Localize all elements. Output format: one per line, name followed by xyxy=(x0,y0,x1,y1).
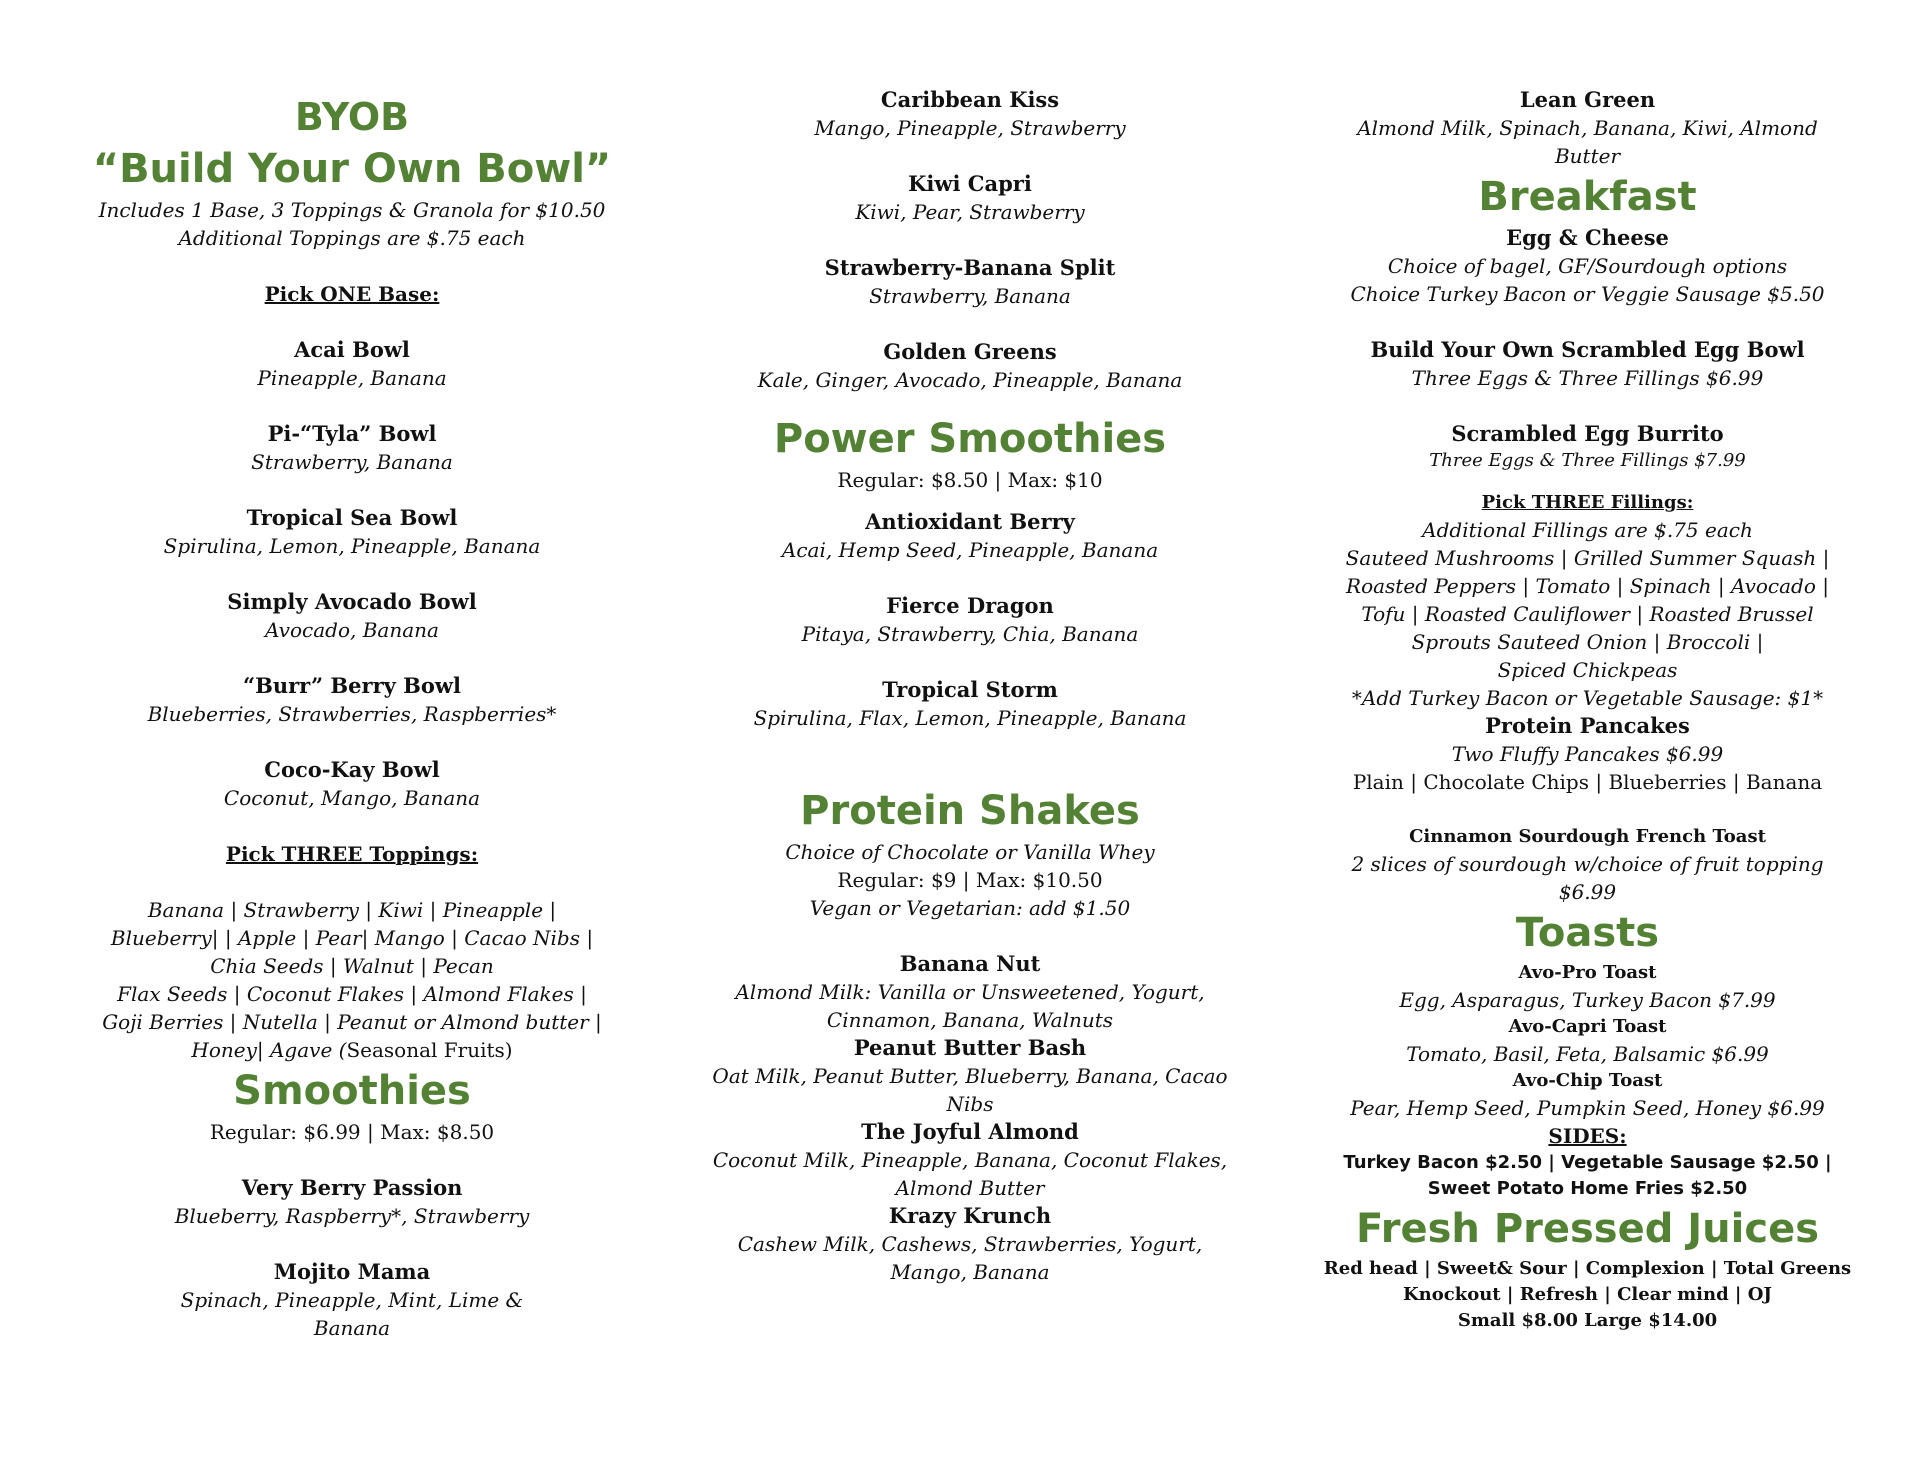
item-name: Peanut Butter Bash xyxy=(853,1035,1087,1060)
menu-item xyxy=(80,504,624,560)
menu-item xyxy=(690,1118,1250,1202)
item-desc: Strawberry, Banana xyxy=(869,284,1071,308)
byob-subtitle: “Build Your Own Bowl” xyxy=(92,146,612,192)
item-desc: Coconut, Mango, Banana xyxy=(223,786,481,810)
item-name: Cinnamon Sourdough French Toast xyxy=(1409,826,1766,847)
item-name: Very Berry Passion xyxy=(241,1175,463,1200)
sides-line: Turkey Bacon $2.50 | Vegetable Sausage $2.50 | xyxy=(1343,1152,1832,1173)
item-desc: Oat Milk, Peanut Butter, Blueberry, Banana, Cacao Nibs xyxy=(712,1064,1228,1116)
item-desc: Three Eggs & Three Fillings $6.99 xyxy=(1411,366,1764,390)
menu-item xyxy=(690,254,1250,310)
item-desc: Pear, Hemp Seed, Pumpkin Seed, Honey $6.99 xyxy=(1350,1096,1825,1120)
juices-title: Fresh Pressed Juices xyxy=(1355,1206,1820,1252)
column-middle xyxy=(690,86,1250,1286)
item-desc: Coconut Milk, Pineapple, Banana, Coconut Flakes, Almond Butter xyxy=(712,1148,1228,1200)
toppings-line-last xyxy=(80,1036,624,1064)
menu-item xyxy=(690,950,1250,1034)
toppings-line: Banana | Strawberry | Kiwi | Pineapple | xyxy=(147,898,557,922)
item-desc: Acai, Hemp Seed, Pineapple, Banana xyxy=(781,538,1159,562)
item-name: Fierce Dragon xyxy=(886,593,1054,618)
sides-heading: SIDES: xyxy=(1548,1124,1627,1148)
item-desc: Choice Turkey Bacon or Veggie Sausage $5.50 xyxy=(1350,282,1825,306)
item-name: Build Your Own Scrambled Egg Bowl xyxy=(1370,337,1805,362)
item-name: Krazy Krunch xyxy=(888,1203,1052,1228)
menu-item xyxy=(80,1174,624,1230)
breakfast-title: Breakfast xyxy=(1478,174,1697,220)
toasts-title: Toasts xyxy=(1515,910,1660,956)
fillings-line: Tofu | Roasted Cauliflower | Roasted Brussel xyxy=(1361,602,1814,626)
power-smoothies-title: Power Smoothies xyxy=(773,416,1167,462)
toppings-line: Flax Seeds | Coconut Flakes | Almond Flakes | xyxy=(117,982,587,1006)
toppings-line: Blueberry| | Apple | Pear| Mango | Cacao Nibs | xyxy=(110,926,594,950)
item-desc: Two Fluffy Pancakes $6.99 xyxy=(1451,742,1724,766)
item-desc: Blueberry, Raspberry*, Strawberry xyxy=(174,1204,530,1228)
fillings-line: Sauteed Mushrooms | Grilled Summer Squash | xyxy=(1345,546,1830,570)
item-desc: Pitaya, Strawberry, Chia, Banana xyxy=(801,622,1139,646)
item-desc: Kale, Ginger, Avocado, Pineapple, Banana xyxy=(757,368,1183,392)
toppings-list xyxy=(80,896,624,1064)
item-desc: Blueberries, Strawberries, Raspberries* xyxy=(147,702,557,726)
item-desc: Spirulina, Lemon, Pineapple, Banana xyxy=(163,534,541,558)
item-desc: Kiwi, Pear, Strawberry xyxy=(855,200,1085,224)
menu-item xyxy=(80,420,624,476)
item-desc: Avocado, Banana xyxy=(265,618,439,642)
item-name: The Joyful Almond xyxy=(861,1119,1079,1144)
menu-item xyxy=(690,592,1250,648)
item-name: Lean Green xyxy=(1519,87,1656,112)
item-desc: Cashew Milk, Cashews, Strawberries, Yogurt, Mango, Banana xyxy=(737,1232,1203,1284)
pancake-options: Plain | Chocolate Chips | Blueberries | Banana xyxy=(1352,770,1823,794)
column-left xyxy=(80,86,624,1370)
item-name: Egg & Cheese xyxy=(1506,225,1669,250)
fillings-list xyxy=(1300,544,1875,712)
item-desc: Spinach, Pineapple, Mint, Lime & Banana xyxy=(180,1288,524,1340)
juices-price: Small $8.00 Large $14.00 xyxy=(1457,1310,1718,1331)
item-desc: Spirulina, Flax, Lemon, Pineapple, Banana xyxy=(753,706,1187,730)
menu-item xyxy=(690,338,1250,394)
item-name: Caribbean Kiss xyxy=(880,87,1060,112)
item-name: Tropical Sea Bowl xyxy=(246,505,458,530)
item-name: Golden Greens xyxy=(883,339,1057,364)
item-name: Tropical Storm xyxy=(882,677,1058,702)
toppings-line: Chia Seeds | Walnut | Pecan xyxy=(210,954,494,978)
shakes-price: Regular: $9 | Max: $10.50 xyxy=(837,868,1103,892)
item-desc: Pineapple, Banana xyxy=(257,366,447,390)
fillings-line: Spiced Chickpeas xyxy=(1497,658,1678,682)
toppings-last-plain: Seasonal Fruits) xyxy=(346,1038,513,1062)
item-desc: Almond Milk, Spinach, Banana, Kiwi, Almond Butter xyxy=(1357,116,1818,168)
menu-item xyxy=(690,86,1250,142)
smoothies-price: Regular: $6.99 | Max: $8.50 xyxy=(209,1120,495,1144)
byob-title: BYOB xyxy=(294,95,410,139)
item-desc: Strawberry, Banana xyxy=(251,450,453,474)
toppings-last-italic: Honey| Agave ( xyxy=(191,1038,347,1062)
fillings-addon-note: *Add Turkey Bacon or Vegetable Sausage: $1* xyxy=(1351,686,1824,710)
shakes-vegan: Vegan or Vegetarian: add $1.50 xyxy=(809,896,1131,920)
menu-item xyxy=(80,672,624,728)
fillings-line: Sprouts Sauteed Onion | Broccoli | xyxy=(1411,630,1764,654)
menu-item xyxy=(1300,86,1875,170)
menu-item xyxy=(80,336,624,392)
item-name: “Burr” Berry Bowl xyxy=(243,673,461,698)
item-desc: Three Eggs & Three Fillings $7.99 xyxy=(1429,450,1746,471)
item-name: Protein Pancakes xyxy=(1485,713,1690,738)
byob-includes: Includes 1 Base, 3 Toppings & Granola for $10.50 xyxy=(98,198,606,222)
item-name: Avo-Pro Toast xyxy=(1518,962,1657,983)
item-name: Coco-Kay Bowl xyxy=(264,757,440,782)
item-name: Acai Bowl xyxy=(294,337,410,362)
item-name: Simply Avocado Bowl xyxy=(227,589,477,614)
item-desc: 2 slices of sourdough w/choice of fruit topping $6.99 xyxy=(1351,852,1824,904)
item-desc: Egg, Asparagus, Turkey Bacon $7.99 xyxy=(1399,988,1776,1012)
toppings-line: Goji Berries | Nutella | Peanut or Almond butter | xyxy=(102,1010,602,1034)
menu-item xyxy=(80,588,624,644)
item-name: Kiwi Capri xyxy=(908,171,1032,196)
menu-item xyxy=(1300,420,1875,474)
item-name: Banana Nut xyxy=(899,951,1041,976)
pick-base-heading: Pick ONE Base: xyxy=(264,282,440,306)
item-name: Mojito Mama xyxy=(273,1259,431,1284)
juices-line: Red head | Sweet& Sour | Complexion | Total Greens xyxy=(1323,1258,1852,1279)
menu-item xyxy=(690,1034,1250,1118)
fillings-line: Roasted Peppers | Tomato | Spinach | Avocado | xyxy=(1346,574,1829,598)
power-smoothies-price: Regular: $8.50 | Max: $10 xyxy=(837,468,1103,492)
menu-item xyxy=(80,1258,624,1342)
menu-item xyxy=(690,676,1250,732)
menu-item xyxy=(690,1202,1250,1286)
column-right xyxy=(1300,86,1875,1334)
item-desc: Tomato, Basil, Feta, Balsamic $6.99 xyxy=(1406,1042,1769,1066)
protein-shakes-title: Protein Shakes xyxy=(800,788,1140,834)
item-name: Strawberry-Banana Split xyxy=(824,255,1116,280)
item-desc: Choice of bagel, GF/Sourdough options xyxy=(1387,254,1788,278)
menu-item xyxy=(1300,336,1875,392)
item-name: Avo-Capri Toast xyxy=(1508,1016,1667,1037)
item-name: Avo-Chip Toast xyxy=(1512,1070,1663,1091)
pick-fillings-heading: Pick THREE Fillings: xyxy=(1481,492,1694,513)
menu-item xyxy=(690,508,1250,564)
pick-toppings-heading: Pick THREE Toppings: xyxy=(225,842,479,866)
item-desc: Almond Milk: Vanilla or Unsweetened, Yogurt, Cinnamon, Banana, Walnuts xyxy=(735,980,1205,1032)
fillings-additional: Additional Fillings are $.75 each xyxy=(1422,518,1753,542)
juices-line: Knockout | Refresh | Clear mind | OJ xyxy=(1403,1284,1772,1305)
item-desc: Mango, Pineapple, Strawberry xyxy=(814,116,1126,140)
sides-line: Sweet Potato Home Fries $2.50 xyxy=(1427,1178,1748,1199)
item-name: Scrambled Egg Burrito xyxy=(1451,421,1724,446)
byob-additional: Additional Toppings are $.75 each xyxy=(178,226,526,250)
menu-item xyxy=(80,756,624,812)
item-name: Antioxidant Berry xyxy=(865,509,1075,534)
item-name: Pi-“Tyla” Bowl xyxy=(267,421,437,446)
menu-item xyxy=(690,170,1250,226)
smoothies-title: Smoothies xyxy=(233,1068,471,1114)
shakes-choice: Choice of Chocolate or Vanilla Whey xyxy=(785,840,1155,864)
